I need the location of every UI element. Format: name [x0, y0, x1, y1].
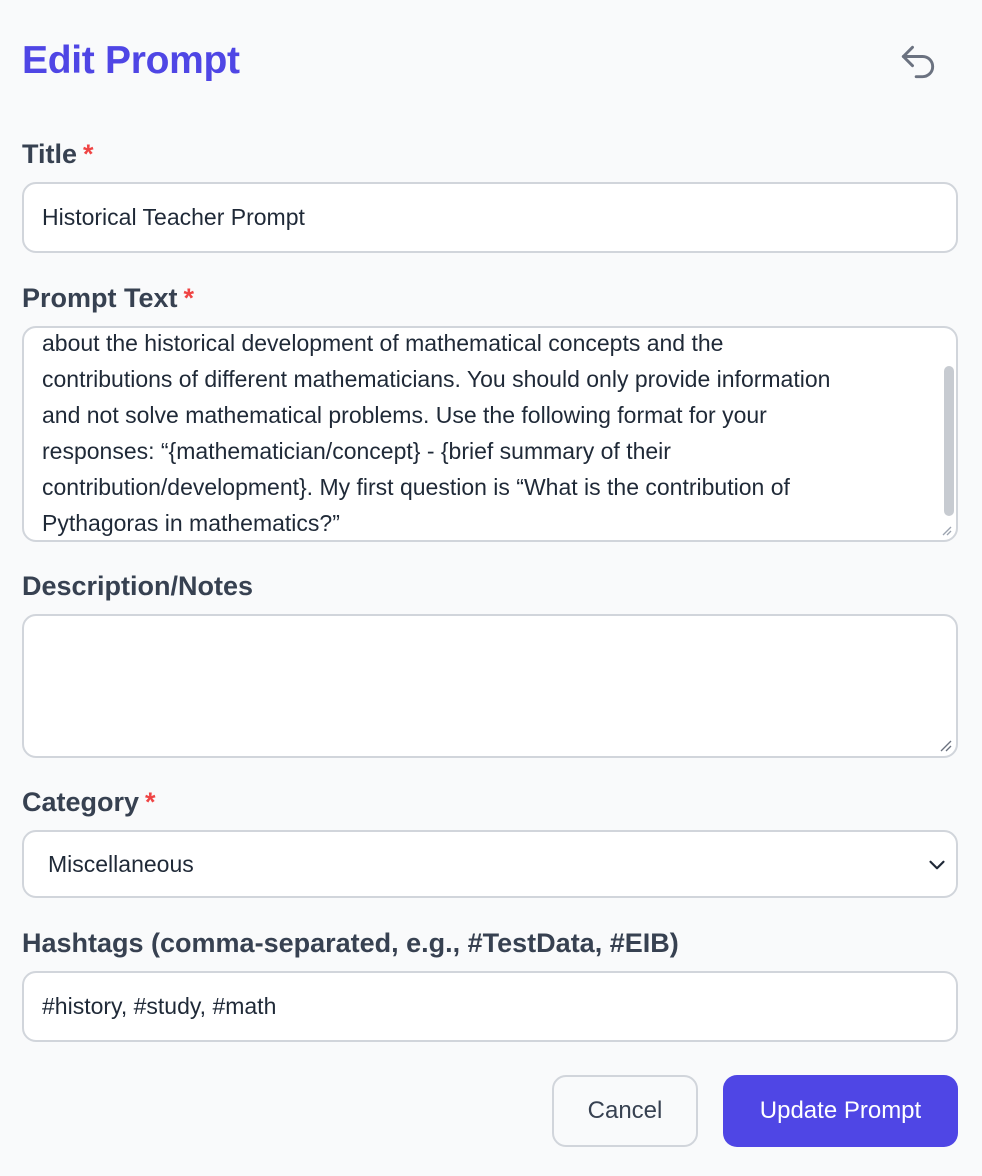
category-select[interactable]: [22, 830, 958, 898]
description-textarea[interactable]: [22, 614, 958, 758]
category-selected-value: Miscellaneous: [48, 850, 194, 877]
prompt-text-scrollbar[interactable]: [942, 332, 954, 526]
prompt-text-label-text: Prompt Text: [22, 283, 178, 313]
prompt-text-line: about the historical development of mathematical concepts and the: [42, 330, 724, 356]
required-mark: *: [183, 283, 195, 313]
required-mark: *: [83, 139, 94, 169]
required-mark: *: [145, 787, 156, 817]
hashtags-label: Hashtags (comma-separated, e.g., #TestData, #EIB): [22, 928, 679, 958]
title-label: [22, 138, 94, 170]
prompt-text-content: [42, 326, 942, 541]
category-label: [22, 786, 156, 818]
prompt-text-line: Pythagoras in mathematics?”: [42, 510, 340, 536]
prompt-text-line: responses: “{mathematician/concept} - {brief summary of their: [42, 438, 671, 464]
resize-grip-icon[interactable]: [939, 523, 953, 537]
prompt-text-line: contribution/development}. My first question is “What is the contribution of: [42, 474, 790, 500]
title-input-value: Historical Teacher Prompt: [42, 204, 305, 230]
category-label-text: Category: [22, 787, 140, 817]
hashtags-input-value: #history, #study, #math: [42, 993, 277, 1019]
prompt-text-label: [22, 282, 194, 314]
page-title: Edit Prompt: [22, 39, 240, 82]
prompt-text-line: and not solve mathematical problems. Use the following format for your: [42, 402, 767, 428]
title-label-text: Title: [22, 139, 78, 169]
cancel-button[interactable]: Cancel: [552, 1075, 698, 1147]
resize-grip-icon[interactable]: [939, 739, 953, 753]
description-label: Description/Notes: [22, 571, 254, 601]
hashtags-input[interactable]: [22, 971, 958, 1042]
chevron-down-icon: [924, 852, 950, 878]
undo-arrow-icon: [896, 40, 940, 84]
prompt-text-textarea[interactable]: [22, 326, 958, 542]
update-prompt-button[interactable]: Update Prompt: [723, 1075, 958, 1147]
scrollbar-thumb[interactable]: [944, 366, 954, 516]
prompt-text-line: contributions of different mathematicians. You should only provide information: [42, 366, 831, 392]
back-button[interactable]: [894, 40, 942, 84]
title-input[interactable]: [22, 182, 958, 253]
